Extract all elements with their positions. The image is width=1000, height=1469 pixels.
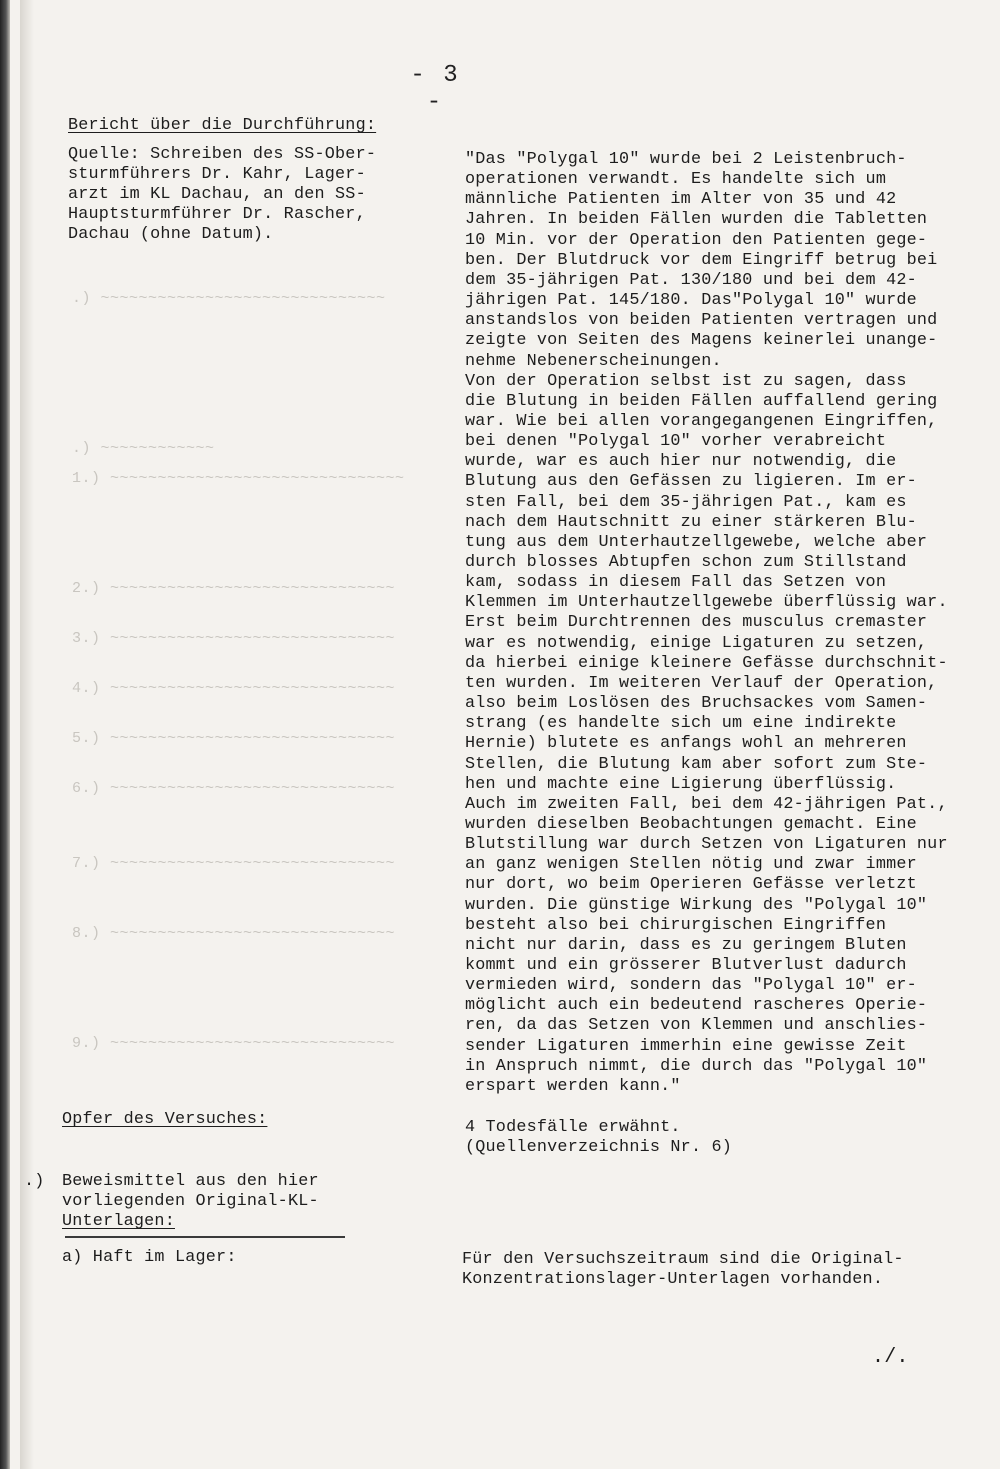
quote-line: zeigte von Seiten des Magens keinerlei unange- [465,331,938,351]
quote-line: Erst beim Durchtrennen des musculus cremaster [465,613,928,633]
evidence-heading-line: Beweismittel aus den hier [62,1172,319,1191]
show-through-text: .) ~~~~~~~~~~~~ [72,440,215,457]
show-through-text: 8.) ~~~~~~~~~~~~~~~~~~~~~~~~~~~~~~ [72,925,396,942]
quote-line: Jahren. In beiden Fällen wurden die Tabletten [465,210,928,230]
show-through-text: 6.) ~~~~~~~~~~~~~~~~~~~~~~~~~~~~~~ [72,780,396,797]
quote-line: wurden. Die günstige Wirkung des "Polygal 10" [465,895,928,915]
show-through-text: 1.) ~~~~~~~~~~~~~~~~~~~~~~~~~~~~~~~ [72,470,405,487]
quote-line: kommt und ein grösserer Blutverlust dadurch [465,956,907,975]
quote-line: männliche Patienten im Alter von 35 und 42 [465,190,897,210]
quote-line: an ganz wenigen Stellen nötig und zwar immer [465,855,917,875]
show-through-text: 7.) ~~~~~~~~~~~~~~~~~~~~~~~~~~~~~~ [72,855,396,872]
quote-line: in Anspruch nimmt, die durch das "Polygal 10" [465,1056,928,1076]
quote-line: Klemmen im Unterhautzellgewebe überflüssig war. [465,593,948,613]
show-through-text: 3.) ~~~~~~~~~~~~~~~~~~~~~~~~~~~~~~ [72,630,396,647]
divider [65,1236,345,1238]
quote-line: wurden dieselben Beobachtungen gemacht. Eine [465,814,917,834]
quote-line: besteht also bei chirurgischen Eingriffen [465,915,887,935]
source-line: sturmführers Dr. Kahr, Lager- [68,165,366,184]
quote-line: Auch im zweiten Fall, bei dem 42-jährigen Pat., [465,794,948,814]
evidence-item-text: Für den Versuchszeitraum sind die Original- [462,1250,904,1269]
source-line: arzt im KL Dachau, an den SS- [68,185,366,204]
quote-line: Stellen, die Blutung kam aber sofort zum Ste- [465,754,928,774]
quote-line: ten wurden. Im weiteren Verlauf der Operation, [465,673,938,693]
report-heading: Bericht über die Durchführung: [68,116,377,135]
victims-line: (Quellenverzeichnis Nr. 6) [465,1138,733,1157]
quote-line: möglicht auch ein bedeutend rascheres Operie- [465,996,928,1016]
quote-line: hen und machte eine Ligierung überflüssig. [465,774,897,794]
document-page [10,0,1000,1469]
victims-heading: Opfer des Versuches: [62,1110,268,1129]
quote-line: tung aus dem Unterhautzellgewebe, welche aber [465,532,928,552]
page-number: - 3 - [410,62,460,116]
quote-line: jährigen Pat. 145/180. Das"Polygal 10" wurde [465,291,917,311]
evidence-heading-last: Unterlagen: [62,1212,175,1231]
quote-line: operationen verwandt. Es handelte sich um [465,170,887,190]
quote-line: vermieden wird, sondern das "Polygal 10" er- [465,976,917,996]
source-line: Dachau (ohne Datum). [68,225,274,244]
quote-line: nur dort, wo beim Operieren Gefässe verletzt [465,875,917,895]
source-line: Hauptsturmführer Dr. Rascher, [68,205,366,224]
evidence-item-text: Konzentrationslager-Unterlagen vorhanden. [462,1270,884,1289]
quote-line: Blutstillung war durch Setzen von Ligaturen nur [465,835,948,855]
quote-line: Von der Operation selbst ist zu sagen, dass [465,371,907,391]
show-through-text: 9.) ~~~~~~~~~~~~~~~~~~~~~~~~~~~~~~ [72,1035,396,1052]
show-through-text: 5.) ~~~~~~~~~~~~~~~~~~~~~~~~~~~~~~ [72,730,396,747]
quote-line: also beim Loslösen des Bruchsackes vom Samen- [465,694,928,714]
quote-line: ben. Der Blutdruck vor dem Eingriff betrug bei [465,250,938,270]
quote-line: sten Fall, bei dem 35-jährigen Pat., kam es [465,492,907,512]
page-spine [20,0,34,1469]
quote-line: durch blosses Abtupfen schon zum Stillstand [465,553,907,572]
quote-line: strang (es handelte sich um eine indirekte [465,714,897,734]
quote-line: nehme Nebenerscheinungen. [465,351,722,371]
scan-edge-shadow [0,0,10,1469]
quote-line: war es notwendig, einige Ligaturen zu setzen, [465,633,928,653]
show-through-text: 4.) ~~~~~~~~~~~~~~~~~~~~~~~~~~~~~~ [72,680,396,697]
quote-line: nach dem Hautschnitt zu einer stärkeren Blu- [465,512,917,532]
source-line: Quelle: Schreiben des SS-Ober- [68,145,377,164]
evidence-item-label: a) Haft im Lager: [62,1248,237,1267]
victims-line: 4 Todesfälle erwähnt. [465,1118,681,1137]
quote-line: Blutung aus den Gefässen zu ligieren. Im er- [465,472,917,492]
quote-line: 10 Min. vor der Operation den Patienten gege- [465,230,928,250]
quote-line: nicht nur darin, dass es zu geringem Bluten [465,935,907,955]
show-through-text: 2.) ~~~~~~~~~~~~~~~~~~~~~~~~~~~~~~ [72,580,396,597]
evidence-number: .) [24,1172,45,1191]
quote-line: "Das "Polygal 10" wurde bei 2 Leistenbruch- [465,150,907,169]
quote-line: die Blutung in beiden Fällen auffallend gering [465,391,938,411]
quote-line: wurde, war es auch hier nur notwendig, die [465,452,897,472]
quote-line: Hernie) blutete es anfangs wohl an mehreren [465,734,907,754]
quote-line: bei denen "Polygal 10" vorher verabreicht [465,432,887,452]
quote-line: dem 35-jährigen Pat. 130/180 und bei dem 42- [465,270,917,290]
quote-line: anstandslos von beiden Patienten vertragen und [465,311,938,331]
continuation-mark: ./. [872,1346,909,1369]
quote-line: war. Wie bei allen vorangegangenen Eingriffen, [465,411,938,431]
show-through-text: .) ~~~~~~~~~~~~~~~~~~~~~~~~~~~~~~ [72,290,386,307]
quote-line: ren, da das Setzen von Klemmen und anschlies- [465,1016,928,1036]
evidence-heading-line: vorliegenden Original-KL- [62,1192,319,1211]
quote-line: da hierbei einige kleinere Gefässe durchschnit- [465,653,948,673]
quote-line: sender Ligaturen immerhin eine gewisse Zeit [465,1036,907,1056]
quote-line: kam, sodass in diesem Fall das Setzen von [465,573,887,593]
quote-line: erspart werden kann." [465,1076,681,1096]
